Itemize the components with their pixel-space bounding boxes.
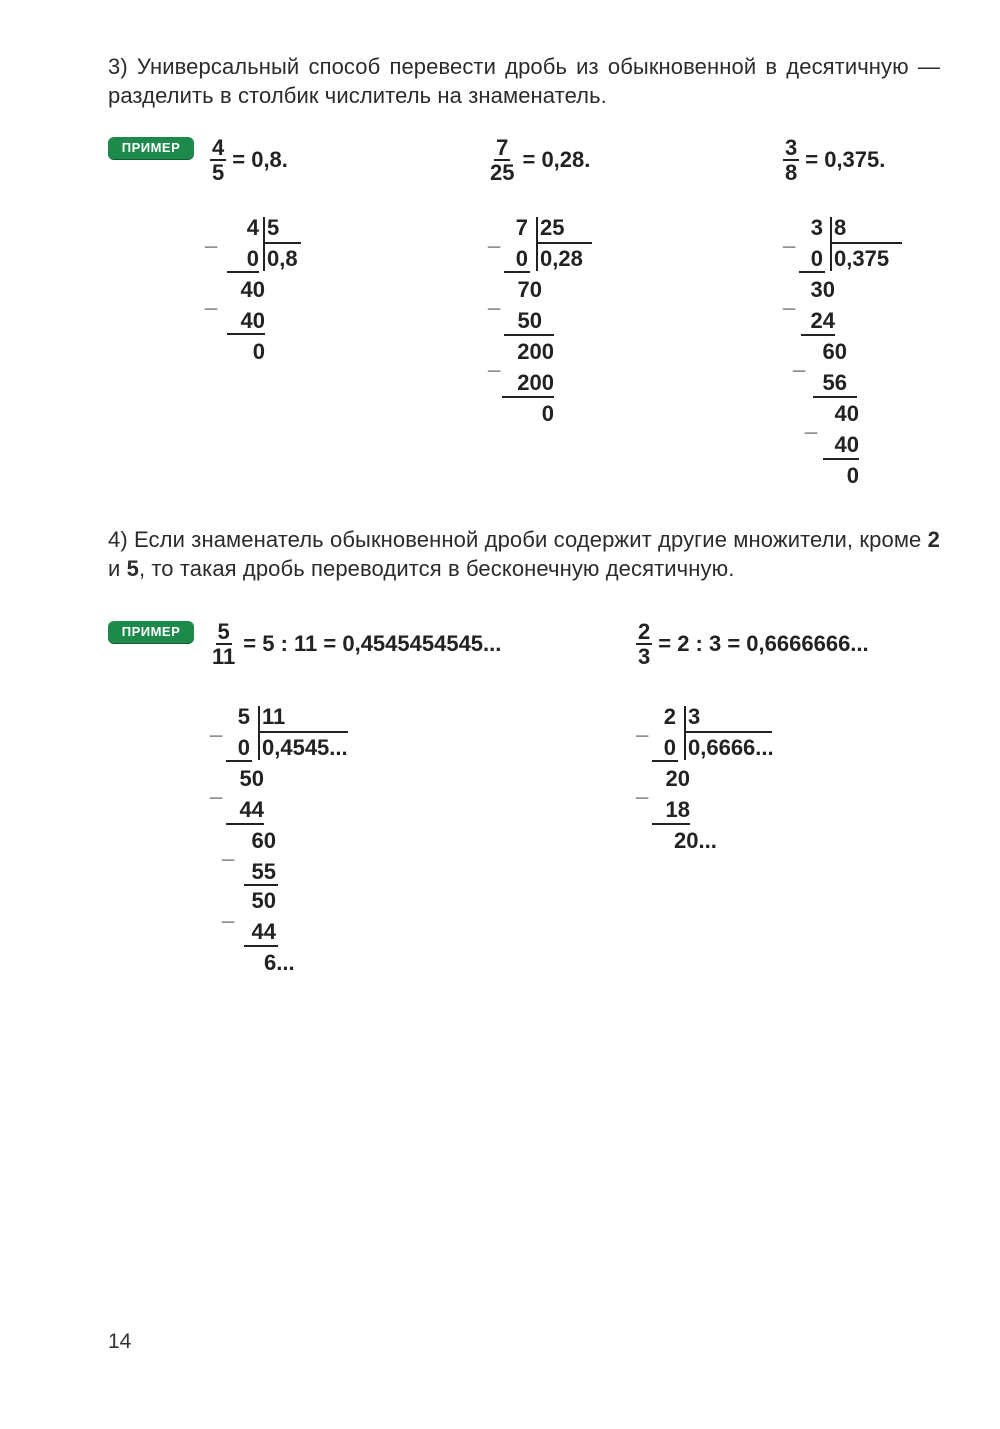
quotient: 0,375 bbox=[834, 246, 890, 271]
dividend: 4 bbox=[246, 215, 259, 240]
step: 0 bbox=[246, 246, 259, 271]
quotient: 0,6666... bbox=[688, 735, 774, 760]
step: 44 bbox=[251, 919, 276, 944]
fraction-equation-3: $\frac{3}{8}$ = 0,375. bbox=[785, 135, 886, 185]
fraction-equation-4: $\frac{5}{11}$ = 5 : 11 = 0,4545454545... bbox=[212, 619, 502, 669]
divisor: 5 bbox=[267, 215, 280, 240]
example-badge: ПРИМЕР bbox=[108, 137, 194, 159]
step: 50 bbox=[239, 766, 264, 791]
step: 40 bbox=[834, 432, 859, 457]
divisor: 3 bbox=[688, 704, 701, 729]
step: 0 bbox=[252, 339, 265, 364]
long-division-3: _ 3 8 0,375 0 _ 30 24 _ 60 56 _ 40 40 0 bbox=[783, 215, 913, 495]
fraction-equation-1: $\frac{4}{5}$ = 0,8. bbox=[212, 135, 288, 185]
step: 20 bbox=[665, 766, 690, 791]
dividend: 5 bbox=[237, 704, 250, 729]
step: 50 bbox=[251, 888, 276, 913]
step: 40 bbox=[240, 277, 265, 302]
step: 40 bbox=[240, 308, 265, 333]
step: 6... bbox=[264, 950, 295, 975]
fraction: $\frac{4}{5}$ bbox=[212, 135, 225, 185]
step: 200 bbox=[517, 370, 554, 395]
step: 70 bbox=[517, 277, 542, 302]
step: 50 bbox=[517, 308, 542, 333]
page-number: 14 bbox=[108, 1330, 132, 1353]
dividend: 3 bbox=[810, 215, 823, 240]
step: 40 bbox=[834, 401, 859, 426]
step: 20... bbox=[674, 828, 717, 853]
step: 0 bbox=[810, 246, 823, 271]
paragraph-3: 3) Универсальный способ перевести дробь из обыкновенной в десятичную — разделить в столбик числитель на знаменатель. bbox=[108, 54, 940, 108]
dividend: 2 bbox=[663, 704, 676, 729]
step: 0 bbox=[663, 735, 676, 760]
quotient: 0,28 bbox=[540, 246, 583, 271]
long-division-5: _ 2 3 0,6666... 0 _ 20 18 20... bbox=[636, 704, 774, 853]
long-division-4: _ 5 11 0,4545... 0 _ 50 44 _ 60 55 _ 50 44 6... bbox=[210, 704, 348, 975]
step: 0 bbox=[237, 735, 250, 760]
fraction-equation-5: $\frac{2}{3}$ = 2 : 3 = 0,6666666... bbox=[638, 619, 869, 669]
step: 30 bbox=[810, 277, 835, 302]
step: 55 bbox=[251, 859, 276, 884]
divisor: 11 bbox=[262, 704, 286, 729]
step: 200 bbox=[517, 339, 554, 364]
fraction: $\frac{5}{11}$ bbox=[212, 619, 236, 669]
dividend: 7 bbox=[515, 215, 528, 240]
fraction: $\frac{3}{8}$ bbox=[785, 135, 798, 185]
step: 44 bbox=[239, 797, 264, 822]
step: 0 bbox=[541, 401, 554, 426]
step: 60 bbox=[251, 828, 276, 853]
step: 0 bbox=[846, 463, 859, 488]
quotient: 0,4545... bbox=[262, 735, 348, 760]
step: 24 bbox=[810, 308, 835, 333]
long-division-2: _ 7 25 0,28 0 _ 70 50 _ 200 200 0 bbox=[488, 215, 608, 435]
divisor: 25 bbox=[540, 215, 565, 240]
step: 0 bbox=[515, 246, 528, 271]
step: 18 bbox=[665, 797, 690, 822]
quotient: 0,8 bbox=[267, 246, 298, 271]
paragraph-4: 4) Если знаменатель обыкновенной дроби содержит другие множители, кроме 2 и 5, то такая дробь переводится в бесконечную десятичную. bbox=[108, 527, 940, 581]
long-division-1: _ 4 5 0,8 0 _ 40 40 0 bbox=[205, 215, 315, 375]
divisor: 8 bbox=[834, 215, 847, 240]
fraction: $\frac{7}{25}$ bbox=[490, 135, 515, 185]
step: 60 bbox=[822, 339, 847, 364]
fraction: $\frac{2}{3}$ bbox=[638, 619, 651, 669]
example-badge: ПРИМЕР bbox=[108, 621, 194, 643]
step: 56 bbox=[822, 370, 847, 395]
fraction-equation-2: $\frac{7}{25}$ = 0,28. bbox=[490, 135, 591, 185]
